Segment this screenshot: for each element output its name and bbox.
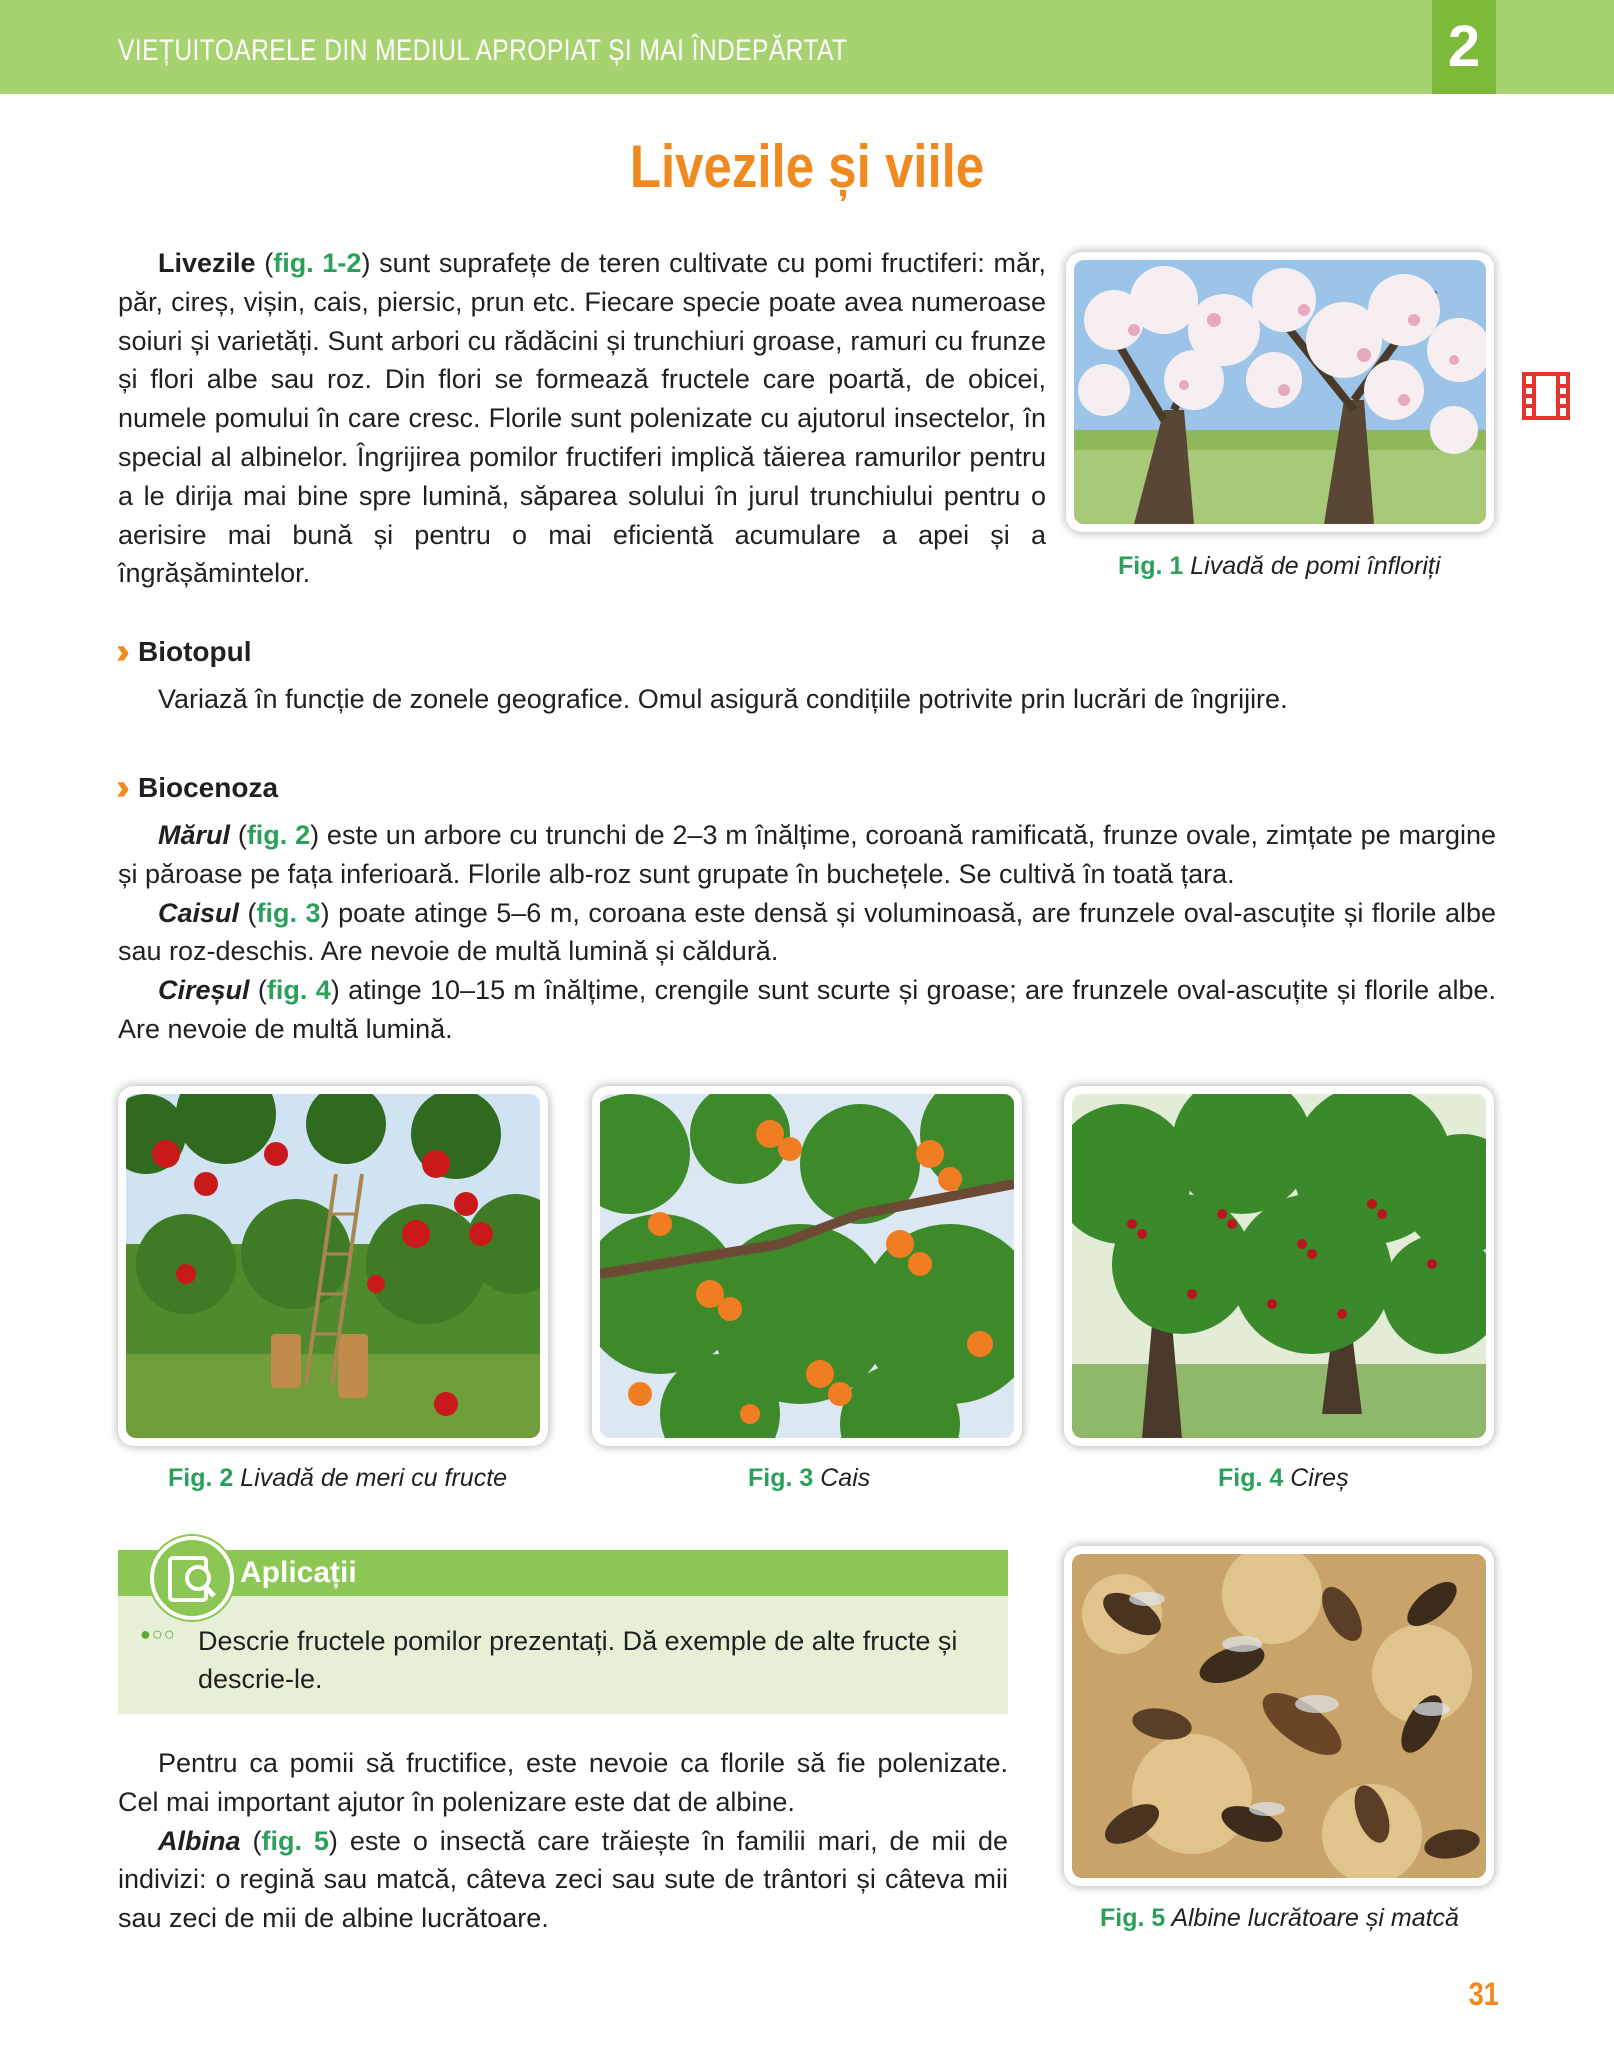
intro-term: Livezile [158, 248, 256, 278]
fig3-caption-text: Cais [820, 1464, 871, 1492]
cherry-tree-image [1072, 1094, 1486, 1438]
magnifier-book-icon [150, 1536, 234, 1620]
biocenoza-item-marul: Mărul (fig. 2) este un arbore cu trunchi de 2–3 m înălțime, coroană ramificată, frunze ovale, zimțate pe margine și păroase pe fața inferioară. Florile alb-roz sunt grupate în buchețele. Se cultivă în toată țara. [118, 820, 1496, 889]
chapter-number: 2 [1432, 0, 1496, 94]
chapter-header-bar [0, 0, 1614, 94]
fig2-frame [118, 1086, 548, 1446]
fig3-caption [748, 1464, 870, 1493]
polenizare-text: Pentru ca pomii să fructifice, este nevoie ca florile să fie polenizate. Cel mai important ajutor în polenizare este dat de albine. [118, 1748, 1008, 1817]
fig3-ref: fig. 3 [256, 897, 321, 928]
fig5-label: Fig. 5 [1100, 1904, 1166, 1932]
biocenoza-paragraph [118, 816, 1496, 1049]
fig1-label: Fig. 1 [1118, 552, 1184, 580]
blossom-orchard-image [1074, 260, 1486, 524]
fig5-caption-text: Albine lucrătoare și matcă [1171, 1904, 1459, 1932]
aplicatii-title: Aplicații [240, 1556, 357, 1589]
fig2-caption-text: Livadă de meri cu fructe [240, 1464, 508, 1492]
albina-text: este o insectă care trăiește în familii mari, de mii de indivizi: o regină sau matcă, câteva zeci sau sute de trântori și câteva mii sau zeci de mii de albine lucrătoare. [118, 1825, 1008, 1934]
intro-text: sunt suprafețe de teren cultivate cu pomi fructiferi: măr, păr, cireș, vișin, cais, piersic, prun etc. Fiecare specie poate avea numeroase soiuri și varietăți. Sunt arbori cu rădăcini și trunchiuri groase, ramuri cu frunze și flori albe sau roz. Din flori se formează fructele care poartă, de obicei, numele pomului în care cresc. Florile sunt polenizate cu ajutorul insectelor, în special al albinelor. Îngrijirea pomilor fructiferi implică tăierea ramurilor pentru a le dirija mai bine spre lumină, săparea solului în jurul trunchiului pentru o aerisire mai bună și pentru o mai eficientă acumulare a apei și a îngrășămintelor. [118, 248, 1046, 589]
biocenoza-item-ciresul: Cireșul (fig. 4) atinge 10–15 m înălțime, crengile sunt scurte și groase; are frunzele oval-ascuțite și florile albe. Are nevoie de multă lumină. [118, 975, 1496, 1044]
chevron-right-icon: ›› [116, 630, 120, 671]
albina-term: Albina [158, 1825, 241, 1856]
caisul-term: Caisul [158, 897, 240, 928]
fig2-label: Fig. 2 [168, 1464, 234, 1492]
fig4-ref: fig. 4 [266, 975, 331, 1006]
difficulty-dots: ●○○ [140, 1624, 176, 1644]
video-film-icon[interactable] [1522, 372, 1570, 420]
biotop-text: Variază în funcție de zonele geografice. Omul asigură condițiile potrivite prin lucrări de îngrijire. [158, 684, 1288, 714]
fig3-label: Fig. 3 [748, 1464, 814, 1492]
biotop-heading [116, 628, 252, 670]
polenizare-paragraph: Pentru ca pomii să fructifice, este nevoie ca florile să fie polenizate. Cel mai important ajutor în polenizare este dat de albine. Albina (fig. 5) este o insectă care trăiește în familii mari, de mii de indivizi: o regină sau matcă, câteva zeci sau sute de trântori și câteva mii sau zeci de mii de albine lucrătoare. [118, 1748, 1008, 1934]
fig3-frame [592, 1086, 1022, 1446]
intro-fig-ref: fig. 1-2 [273, 248, 362, 278]
fig4-caption-text: Cireș [1290, 1464, 1349, 1492]
page-title: Livezile și viile [629, 133, 985, 200]
fig4-label: Fig. 4 [1218, 1464, 1284, 1492]
biocenoza-heading [116, 764, 278, 806]
fig5-caption [1100, 1904, 1459, 1933]
honeybees-image [1072, 1554, 1486, 1878]
page-number: 31 [1468, 1976, 1499, 2012]
ciresul-term: Cireșul [158, 975, 250, 1006]
fig5-frame [1064, 1546, 1494, 1886]
biocenoza-item-caisul: Caisul (fig. 3) poate atinge 5–6 m, coroana este densă și voluminoasă, are frunzele oval-ascuțite și florile albe sau roz-deschis. Are nevoie de multă lumină și căldură. [118, 897, 1496, 967]
marul-term: Mărul [158, 820, 231, 850]
apple-orchard-image [126, 1094, 540, 1438]
aplicatii-text: Descrie fructele pomilor prezentați. Dă exemple de alte fructe și descrie-le. [198, 1626, 958, 1694]
fig1-frame [1066, 252, 1494, 532]
fig2-ref: fig. 2 [246, 820, 311, 850]
ciresul-text: atinge 10–15 m înălțime, crengile sunt scurte și groase; are frunzele oval-ascuțite și florile albe. Are nevoie de multă lumină. [118, 975, 1496, 1044]
fig1-caption-text: Livadă de pomi înfloriți [1190, 552, 1441, 580]
biocenoza-heading-text: Biocenoza [137, 772, 279, 803]
chapter-title: VIEȚUITOARELE DIN MEDIUL APROPIAT ȘI MAI ÎNDEPĂRTAT [118, 34, 848, 67]
fig1-caption [1118, 552, 1440, 581]
chevron-right-icon: ›› [116, 766, 120, 807]
fig4-frame [1064, 1086, 1494, 1446]
biotop-heading-text: Biotopul [137, 636, 252, 667]
marul-text: este un arbore cu trunchi de 2–3 m înălțime, coroană ramificată, frunze ovale, zimțate pe margine și păroase pe fața inferioară. Florile alb-roz sunt grupate în buchețele. Se cultivă în toată țara. [118, 820, 1496, 889]
fig5-ref: fig. 5 [261, 1825, 329, 1856]
caisul-text: poate atinge 5–6 m, coroana este densă și voluminoasă, are frunzele oval-ascuțite și florile albe sau roz-deschis. Are nevoie de multă lumină și căldură. [118, 897, 1496, 967]
fig2-caption [168, 1464, 507, 1493]
fig4-caption [1218, 1464, 1349, 1493]
intro-paragraph: Livezile (fig. 1-2) sunt suprafețe de teren cultivate cu pomi fructiferi: măr, păr, cireș, vișin, cais, piersic, prun etc. Fiecare specie poate avea numeroase soiuri și varietăți. Sunt arbori cu rădăcini și trunchiuri groase, ramuri cu frunze și flori albe sau roz. Din flori se formează fructele care poartă, de obicei, numele pomului în care cresc. Florile sunt polenizate cu ajutorul insectelor, în special al albinelor. Îngrijirea pomilor fructiferi implică tăierea ramurilor pentru a le dirija mai bine spre lumină, săparea solului în jurul trunchiului pentru o aerisire mai bună și pentru o mai eficientă acumulare a apei și a îngrășămintelor. [118, 248, 1046, 589]
apricot-tree-image [600, 1094, 1014, 1438]
